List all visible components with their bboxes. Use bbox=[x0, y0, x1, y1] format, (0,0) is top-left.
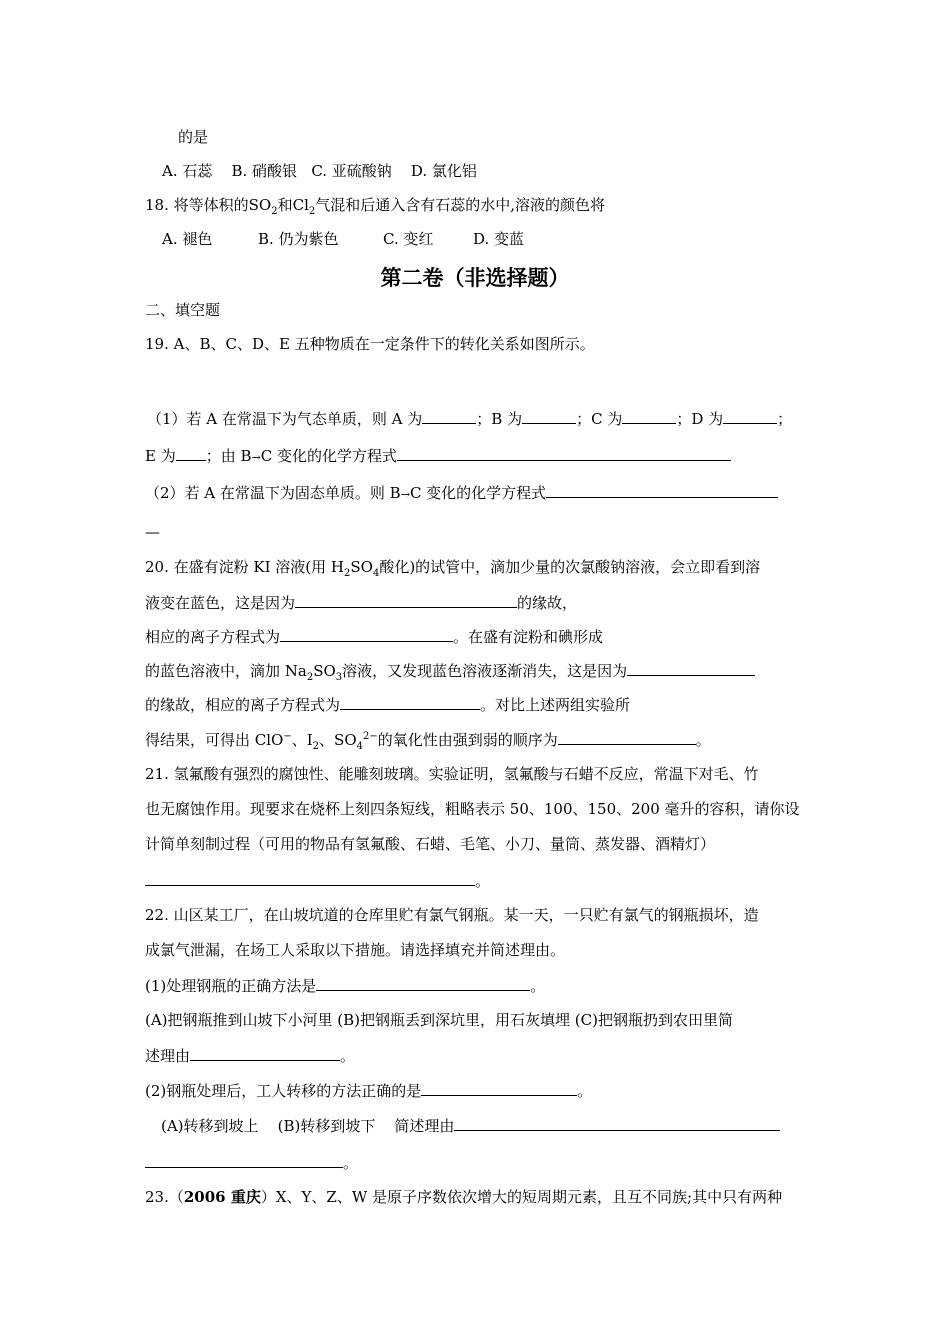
blank[interactable] bbox=[340, 694, 480, 710]
q17-continuation: 的是 bbox=[178, 128, 209, 146]
blank[interactable] bbox=[316, 975, 530, 991]
blank[interactable] bbox=[627, 660, 755, 676]
q22-reason1: 述理由 。 bbox=[145, 1047, 356, 1065]
q22-options1: (A)把钢瓶推到山坡下小河里 (B)把钢瓶丢到深坑里，用石灰填埋 (C)把钢瓶扔到农田里简 bbox=[145, 1011, 733, 1029]
q22-reason2: 。 bbox=[145, 1152, 358, 1173]
q20-line4: 的蓝色溶液中，滴加 $Na_2SO_3$溶液，又发现蓝色溶液逐渐消失，这是因为 bbox=[145, 660, 755, 681]
q22-q2: (2)钢瓶处理后，工人转移的方法正确的是 。 bbox=[145, 1082, 593, 1100]
blank[interactable] bbox=[145, 870, 475, 886]
blank[interactable] bbox=[522, 408, 576, 424]
q22-q1: (1)处理钢瓶的正确方法是 。 bbox=[145, 977, 546, 995]
q19-part1-cont: E 为 ；由 B→C 变化的化学方程式 bbox=[145, 445, 731, 468]
q22-line1: 22. 山区某工厂，在山坡坑道的仓库里贮有氯气钢瓶。某一天，一只贮有氯气的钢瓶损坏，造 bbox=[145, 906, 759, 924]
blank[interactable] bbox=[145, 1152, 343, 1168]
q19-stem: 19. A、B、C、D、E 五种物质在一定条件下的转化关系如图所示。 bbox=[145, 335, 595, 353]
option-d: D. 变蓝 bbox=[473, 230, 525, 248]
q20-line1: 20. 在盛有淀粉 KI 溶液(用 $H_2SO_4$酸化)的试管中，滴加少量的次氯酸钠溶液，会立即看到溶 bbox=[145, 558, 761, 579]
q21-line3: 计简单刻制过程（可用的物品有氢氟酸、石蜡、毛笔、小刀、量筒、蒸发器、酒精灯） bbox=[145, 835, 716, 853]
q21-line1: 21. 氢氟酸有强烈的腐蚀性、能雕刻玻璃。实验证明，氢氟酸与石蜡不反应，常温下对毛、竹 bbox=[145, 765, 759, 783]
blank[interactable] bbox=[421, 1080, 577, 1096]
q19-dash: — bbox=[145, 523, 160, 541]
section-subtitle: 二、填空题 bbox=[145, 301, 221, 319]
q22-line2: 成氯气泄漏，在场工人采取以下措施。请选择填充并简述理由。 bbox=[145, 941, 566, 959]
blank[interactable] bbox=[558, 729, 696, 745]
blank[interactable] bbox=[295, 592, 517, 608]
option-a: A. 石蕊 bbox=[162, 162, 213, 180]
q19-part2: （2）若 A 在常温下为固态单质。则 B→C 变化的化学方程式 bbox=[145, 482, 778, 505]
option-b: B. 硝酸银 bbox=[231, 162, 298, 180]
blank[interactable] bbox=[397, 445, 731, 461]
blank[interactable] bbox=[546, 482, 778, 498]
q18-options bbox=[162, 229, 524, 249]
option-c: C. 亚硫酸钠 bbox=[311, 162, 392, 180]
blank[interactable] bbox=[723, 408, 777, 424]
q21-line2: 也无腐蚀作用。现要求在烧杯上刻四条短线，粗略表示 50、100、150、200 毫升的容积，请你设 bbox=[145, 800, 800, 818]
option-b: B. 仍为紫色 bbox=[258, 230, 339, 248]
blank[interactable] bbox=[176, 445, 206, 461]
section-title: 第二卷（非选择题） bbox=[380, 266, 570, 290]
q21-answer: 。 bbox=[145, 870, 490, 891]
blank[interactable] bbox=[422, 408, 476, 424]
q20-line3: 相应的离子方程式为 。在盛有淀粉和碘形成 bbox=[145, 628, 604, 646]
option-c: C. 变红 bbox=[383, 230, 434, 248]
option-a: A. 褪色 bbox=[162, 230, 213, 248]
q20-line6: 得结果，可得出 ClO−、$I_2$、$SO_4^{2-}$的氧化性由强到弱的顺序为 。 bbox=[145, 731, 711, 752]
blank[interactable] bbox=[280, 626, 453, 642]
q23-stem: 23.（2006 重庆）X、Y、Z、W 是原子序数依次增大的短周期元素，且互不同族;其中只有两种 bbox=[145, 1188, 783, 1206]
blank[interactable] bbox=[190, 1045, 340, 1061]
q20-line5: 的缘故，相应的离子方程式为 。对比上述两组实验所 bbox=[145, 696, 631, 714]
q20-line2: 液变在蓝色，这是因为 的缘故， bbox=[145, 594, 578, 612]
q22-options2: (A)转移到坡上 (B)转移到坡下 简述理由 bbox=[161, 1115, 780, 1136]
q17-options bbox=[162, 161, 477, 181]
blank[interactable] bbox=[454, 1115, 780, 1131]
blank[interactable] bbox=[622, 408, 676, 424]
q18-stem: 18. 将等体积的$SO_2$和$Cl_2$气混和后通入含有石蕊的水中,溶液的颜色将 bbox=[145, 196, 606, 217]
q19-part1: （1）若 A 在常温下为气态单质，则 A 为 ；B 为 ；C 为 ；D 为 ； bbox=[147, 410, 793, 428]
option-d: D. 氯化铝 bbox=[410, 162, 477, 180]
